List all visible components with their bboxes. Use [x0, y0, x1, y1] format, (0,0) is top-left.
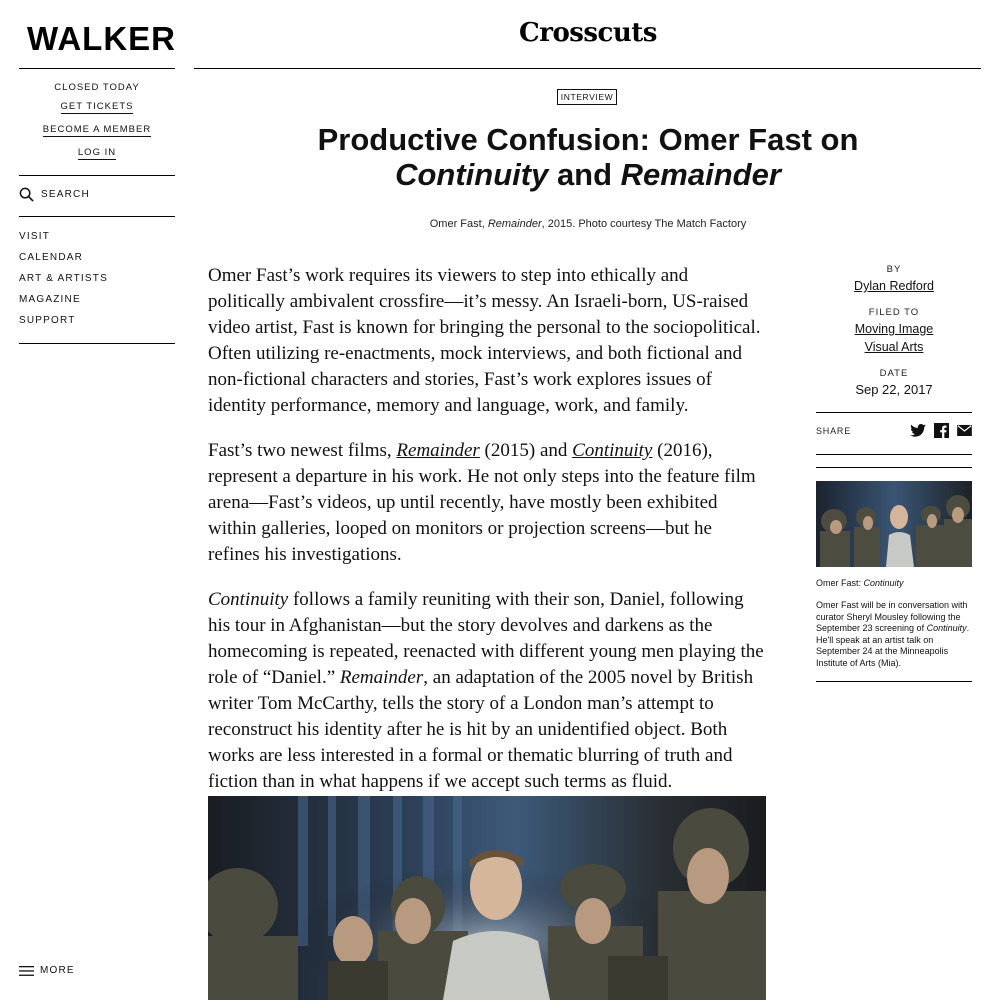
share-icons: [910, 423, 972, 438]
caption-work: Remainder: [487, 218, 542, 230]
more-menu-button[interactable]: [19, 965, 75, 976]
more-label: MORE: [40, 965, 75, 976]
article-title: [300, 122, 876, 192]
desc-work: Continuity: [926, 623, 967, 633]
filed-to-visual-arts-link[interactable]: Visual Arts: [864, 340, 924, 354]
article-meta: [816, 264, 972, 399]
date-label: DATE: [879, 368, 909, 379]
sidebar-card-description: [816, 600, 974, 669]
text-run: Fast’s two newest films,: [208, 440, 397, 461]
walker-logo[interactable]: WALKER: [27, 20, 176, 57]
divider: [19, 216, 175, 217]
header-divider: [194, 68, 981, 69]
mail-icon[interactable]: [957, 425, 972, 436]
search-button[interactable]: [19, 187, 90, 202]
work-title: Remainder: [339, 667, 424, 688]
hamburger-icon: [19, 966, 34, 976]
search-label: SEARCH: [41, 189, 90, 200]
title-work: Continuity: [395, 157, 549, 192]
text-run: (2015) and: [479, 440, 573, 461]
share-bar: [816, 423, 972, 438]
publish-date: Sep 22, 2017: [855, 382, 933, 397]
twitter-icon[interactable]: [910, 424, 926, 437]
paragraph: Omer Fast’s work requires its viewers to step into ethically and politically ambivalent crossfire—it’s messy. An Israeli-born, US-raised video artist, Fast is known for bringing the personal to the sociopolitical. Often utilizing re-enactments, mock interviews, and both fictional and non-fictional characters and stories, Fast’s work explores issues of identity performance, memory and language, work, and family.: [208, 265, 761, 416]
title-work: Remainder: [620, 157, 781, 192]
nav-item-art-artists[interactable]: ART & ARTISTS: [19, 273, 108, 284]
search-icon: [19, 187, 34, 202]
article-category-tag[interactable]: INTERVIEW: [557, 89, 617, 105]
left-sidebar: [19, 0, 175, 1000]
divider: [816, 412, 972, 413]
continuity-link[interactable]: Continuity: [572, 440, 653, 461]
hero-caption: [387, 218, 789, 230]
author-link[interactable]: Dylan Redford: [854, 279, 934, 293]
caption-text: Omer Fast,: [429, 218, 488, 230]
filed-to-label: FILED TO: [868, 307, 920, 318]
paragraph: [208, 438, 768, 568]
film-still-image: [208, 796, 766, 1000]
title-line: Productive Confusion: Omer Fast on: [317, 122, 859, 157]
sidebar-card-caption: [816, 578, 972, 588]
nav-item-visit[interactable]: VISIT: [19, 231, 51, 242]
text-run: , an adaptation of the 2005 novel by British writer Tom McCarthy, tells the story of a London man’s attempt to reconstruct his identity after he is hit by an unidentified object. Both works are less interested in a formal or thematic blurring of truth and fiction than in what happens if we accept such terms as fluid.: [208, 667, 754, 792]
work-title: Continuity: [208, 589, 289, 610]
share-label: SHARE: [816, 425, 852, 436]
become-member-link[interactable]: BECOME A MEMBER: [42, 124, 152, 135]
text-run: (2016), represent a departure in his work. He not only steps into the feature film arena—Fast’s videos, up until recently, have mostly been exhibited within galleries, looped on monitors or projection screens—but he refines his investigations.: [208, 440, 756, 565]
remainder-link[interactable]: Remainder: [396, 440, 480, 461]
facebook-icon[interactable]: [934, 423, 949, 438]
title-connector: and: [548, 157, 621, 192]
divider: [816, 454, 972, 455]
nav-item-support[interactable]: SUPPORT: [19, 315, 76, 326]
divider: [816, 681, 972, 682]
caption-work: Continuity: [863, 578, 904, 588]
filed-to-moving-image-link[interactable]: Moving Image: [854, 322, 934, 336]
caption-text: , 2015. Photo courtesy The Match Factory: [541, 218, 747, 230]
text-run: follows a family reuniting with their son, Daniel, following his tour in Afghanistan—but the story devolves and darkens as the homecoming is repeated, reenacted with different young men playing the role of “Daniel.”: [208, 589, 764, 688]
article-body: [208, 263, 768, 814]
main-nav: [19, 229, 108, 334]
nav-item-magazine[interactable]: MAGAZINE: [19, 294, 81, 305]
nav-item-calendar[interactable]: CALENDAR: [19, 252, 84, 263]
log-in-link[interactable]: LOG IN: [77, 147, 117, 158]
utility-links: [19, 82, 175, 158]
divider: [19, 343, 175, 344]
divider: [816, 467, 972, 468]
paragraph: [208, 587, 768, 795]
divider: [19, 175, 175, 176]
crosscuts-logo[interactable]: Crosscuts: [519, 18, 657, 48]
byline-label: BY: [886, 264, 902, 275]
sidebar-film-thumbnail[interactable]: [816, 481, 972, 567]
desc-text: Omer Fast will be in conversation with curator Sheryl Mousley following the September 23 screening of: [816, 600, 968, 633]
get-tickets-link[interactable]: GET TICKETS: [60, 101, 134, 112]
desc-text: . He'll speak at an artist talk on September 24 at the Minneapolis Institute of Arts (Mia).: [816, 623, 970, 668]
caption-text: Omer Fast:: [816, 578, 864, 588]
hours-status: CLOSED TODAY: [54, 82, 140, 93]
divider: [19, 68, 175, 69]
